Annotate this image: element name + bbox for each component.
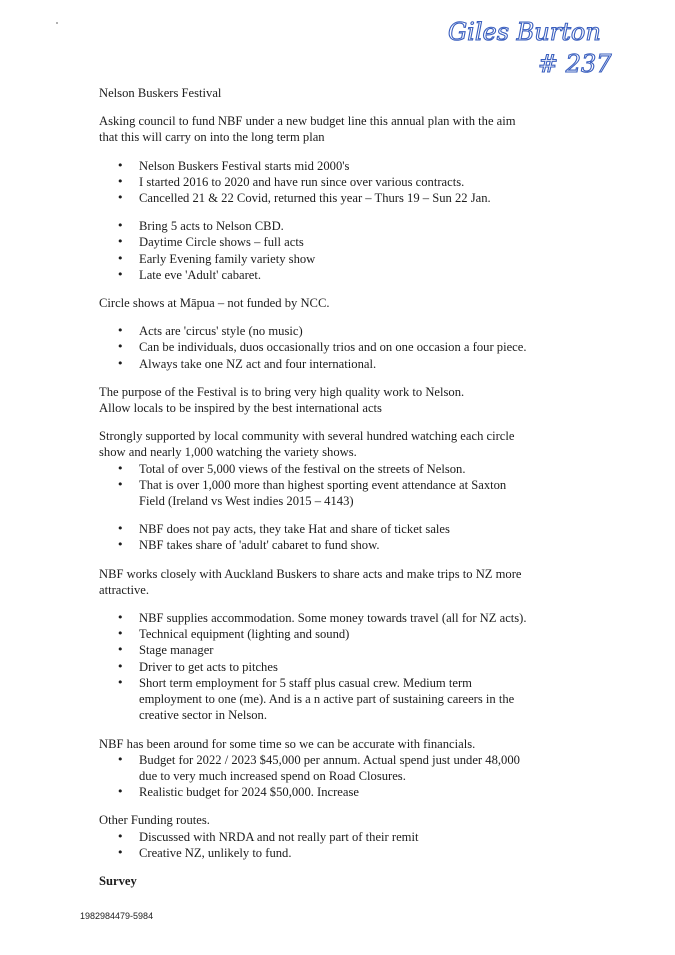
revenue-list <box>99 521 569 553</box>
support-paragraph <box>99 428 569 460</box>
list-item-line: Field (Ireland vs West indies 2015 – 4143) <box>139 494 354 509</box>
list-item <box>99 610 569 626</box>
list-item: • Can be individuals, duos occasionally trios and on one occasion a four piece. <box>99 339 569 355</box>
list-item: • Always take one NZ act and four international. <box>99 356 569 372</box>
list-item: • Cancelled 21 & 22 Covid, returned this year – Thurs 19 – Sun 22 Jan. <box>99 190 569 206</box>
handwritten-annotation <box>440 12 640 78</box>
list-item <box>99 642 569 658</box>
list-item: • Late eve 'Adult' cabaret. <box>99 267 569 283</box>
list-item <box>99 461 569 477</box>
list-item <box>99 626 569 642</box>
support-line: Strongly supported by local community with several hundred watching each circle <box>99 429 515 444</box>
list-item-line: due to very much increased spend on Road Closures. <box>139 768 406 783</box>
list-item: • Bring 5 acts to Nelson CBD. <box>99 218 569 234</box>
list-item <box>99 675 569 724</box>
list-item-line: NBF supplies accommodation. Some money towards travel (all for NZ acts). <box>139 611 527 626</box>
list-item-line: employment to one (me). And is a n active part of sustaining careers in the <box>139 692 515 707</box>
scan-speck <box>56 22 58 24</box>
list-item: • Daytime Circle shows – full acts <box>99 234 569 250</box>
handwritten-number: # 237 <box>538 50 612 78</box>
list-item-line: Short term employment for 5 staff plus casual crew. Medium term <box>139 675 472 690</box>
list-item: • I started 2016 to 2020 and have run since over various contracts. <box>99 174 569 190</box>
survey-heading: Survey <box>99 873 137 888</box>
list-item-line: Total of over 5,000 views of the festival on the streets of Nelson. <box>139 461 466 476</box>
financials-paragraph: NBF has been around for some time so we can be accurate with financials. <box>99 736 476 751</box>
list-item-line: Stage manager <box>139 643 214 658</box>
acts-list <box>99 323 569 372</box>
supplies-list <box>99 610 569 723</box>
list-item: • Discussed with NRDA and not really part of their remit <box>99 829 569 845</box>
support-line: show and nearly 1,000 watching the variety shows. <box>99 445 357 460</box>
document-id: 1982984479-5984 <box>80 911 154 921</box>
list-item-line: creative sector in Nelson. <box>139 708 267 723</box>
list-item: • Creative NZ, unlikely to fund. <box>99 845 569 861</box>
document-title: Nelson Buskers Festival <box>99 86 222 100</box>
budget-list <box>99 752 569 801</box>
purpose-paragraph <box>99 384 569 416</box>
history-list <box>99 158 569 207</box>
list-item <box>99 752 569 784</box>
list-item-line: Technical equipment (lighting and sound) <box>139 627 350 642</box>
auckland-paragraph <box>99 566 569 598</box>
handwritten-name: Giles Burton <box>448 18 601 46</box>
list-item-line: Realistic budget for 2024 $50,000. Increase <box>139 785 359 800</box>
handwritten-annotation-svg <box>440 12 640 78</box>
program-list <box>99 218 569 283</box>
auckland-line: NBF works closely with Auckland Buskers to share acts and make trips to NZ more <box>99 566 522 581</box>
list-item-line: Driver to get acts to pitches <box>139 659 278 674</box>
list-item: • Acts are 'circus' style (no music) <box>99 323 569 339</box>
intro-line: that this will carry on into the long term plan <box>99 130 325 145</box>
funding-list <box>99 829 569 861</box>
auckland-line: attractive. <box>99 582 149 597</box>
list-item <box>99 477 569 509</box>
purpose-line: Allow locals to be inspired by the best international acts <box>99 401 382 416</box>
list-item: • NBF does not pay acts, they take Hat and share of ticket sales <box>99 521 569 537</box>
list-item: • Early Evening family variety show <box>99 251 569 267</box>
intro-paragraph <box>99 113 569 145</box>
attendance-list <box>99 461 569 510</box>
other-funding-heading: Other Funding routes. <box>99 813 210 828</box>
mapua-paragraph: Circle shows at Māpua – not funded by NCC. <box>99 296 330 311</box>
list-item-line: Budget for 2022 / 2023 $45,000 per annum. Actual spend just under 48,000 <box>139 752 520 767</box>
document-body <box>99 85 569 889</box>
list-item <box>99 784 569 800</box>
list-item <box>99 659 569 675</box>
list-item-line: That is over 1,000 more than highest sporting event attendance at Saxton <box>139 477 507 492</box>
intro-line: Asking council to fund NBF under a new budget line this annual plan with the aim <box>99 114 516 129</box>
purpose-line: The purpose of the Festival is to bring very high quality work to Nelson. <box>99 384 465 399</box>
list-item: • Nelson Buskers Festival starts mid 2000's <box>99 158 569 174</box>
list-item: • NBF takes share of 'adult' cabaret to fund show. <box>99 537 569 553</box>
